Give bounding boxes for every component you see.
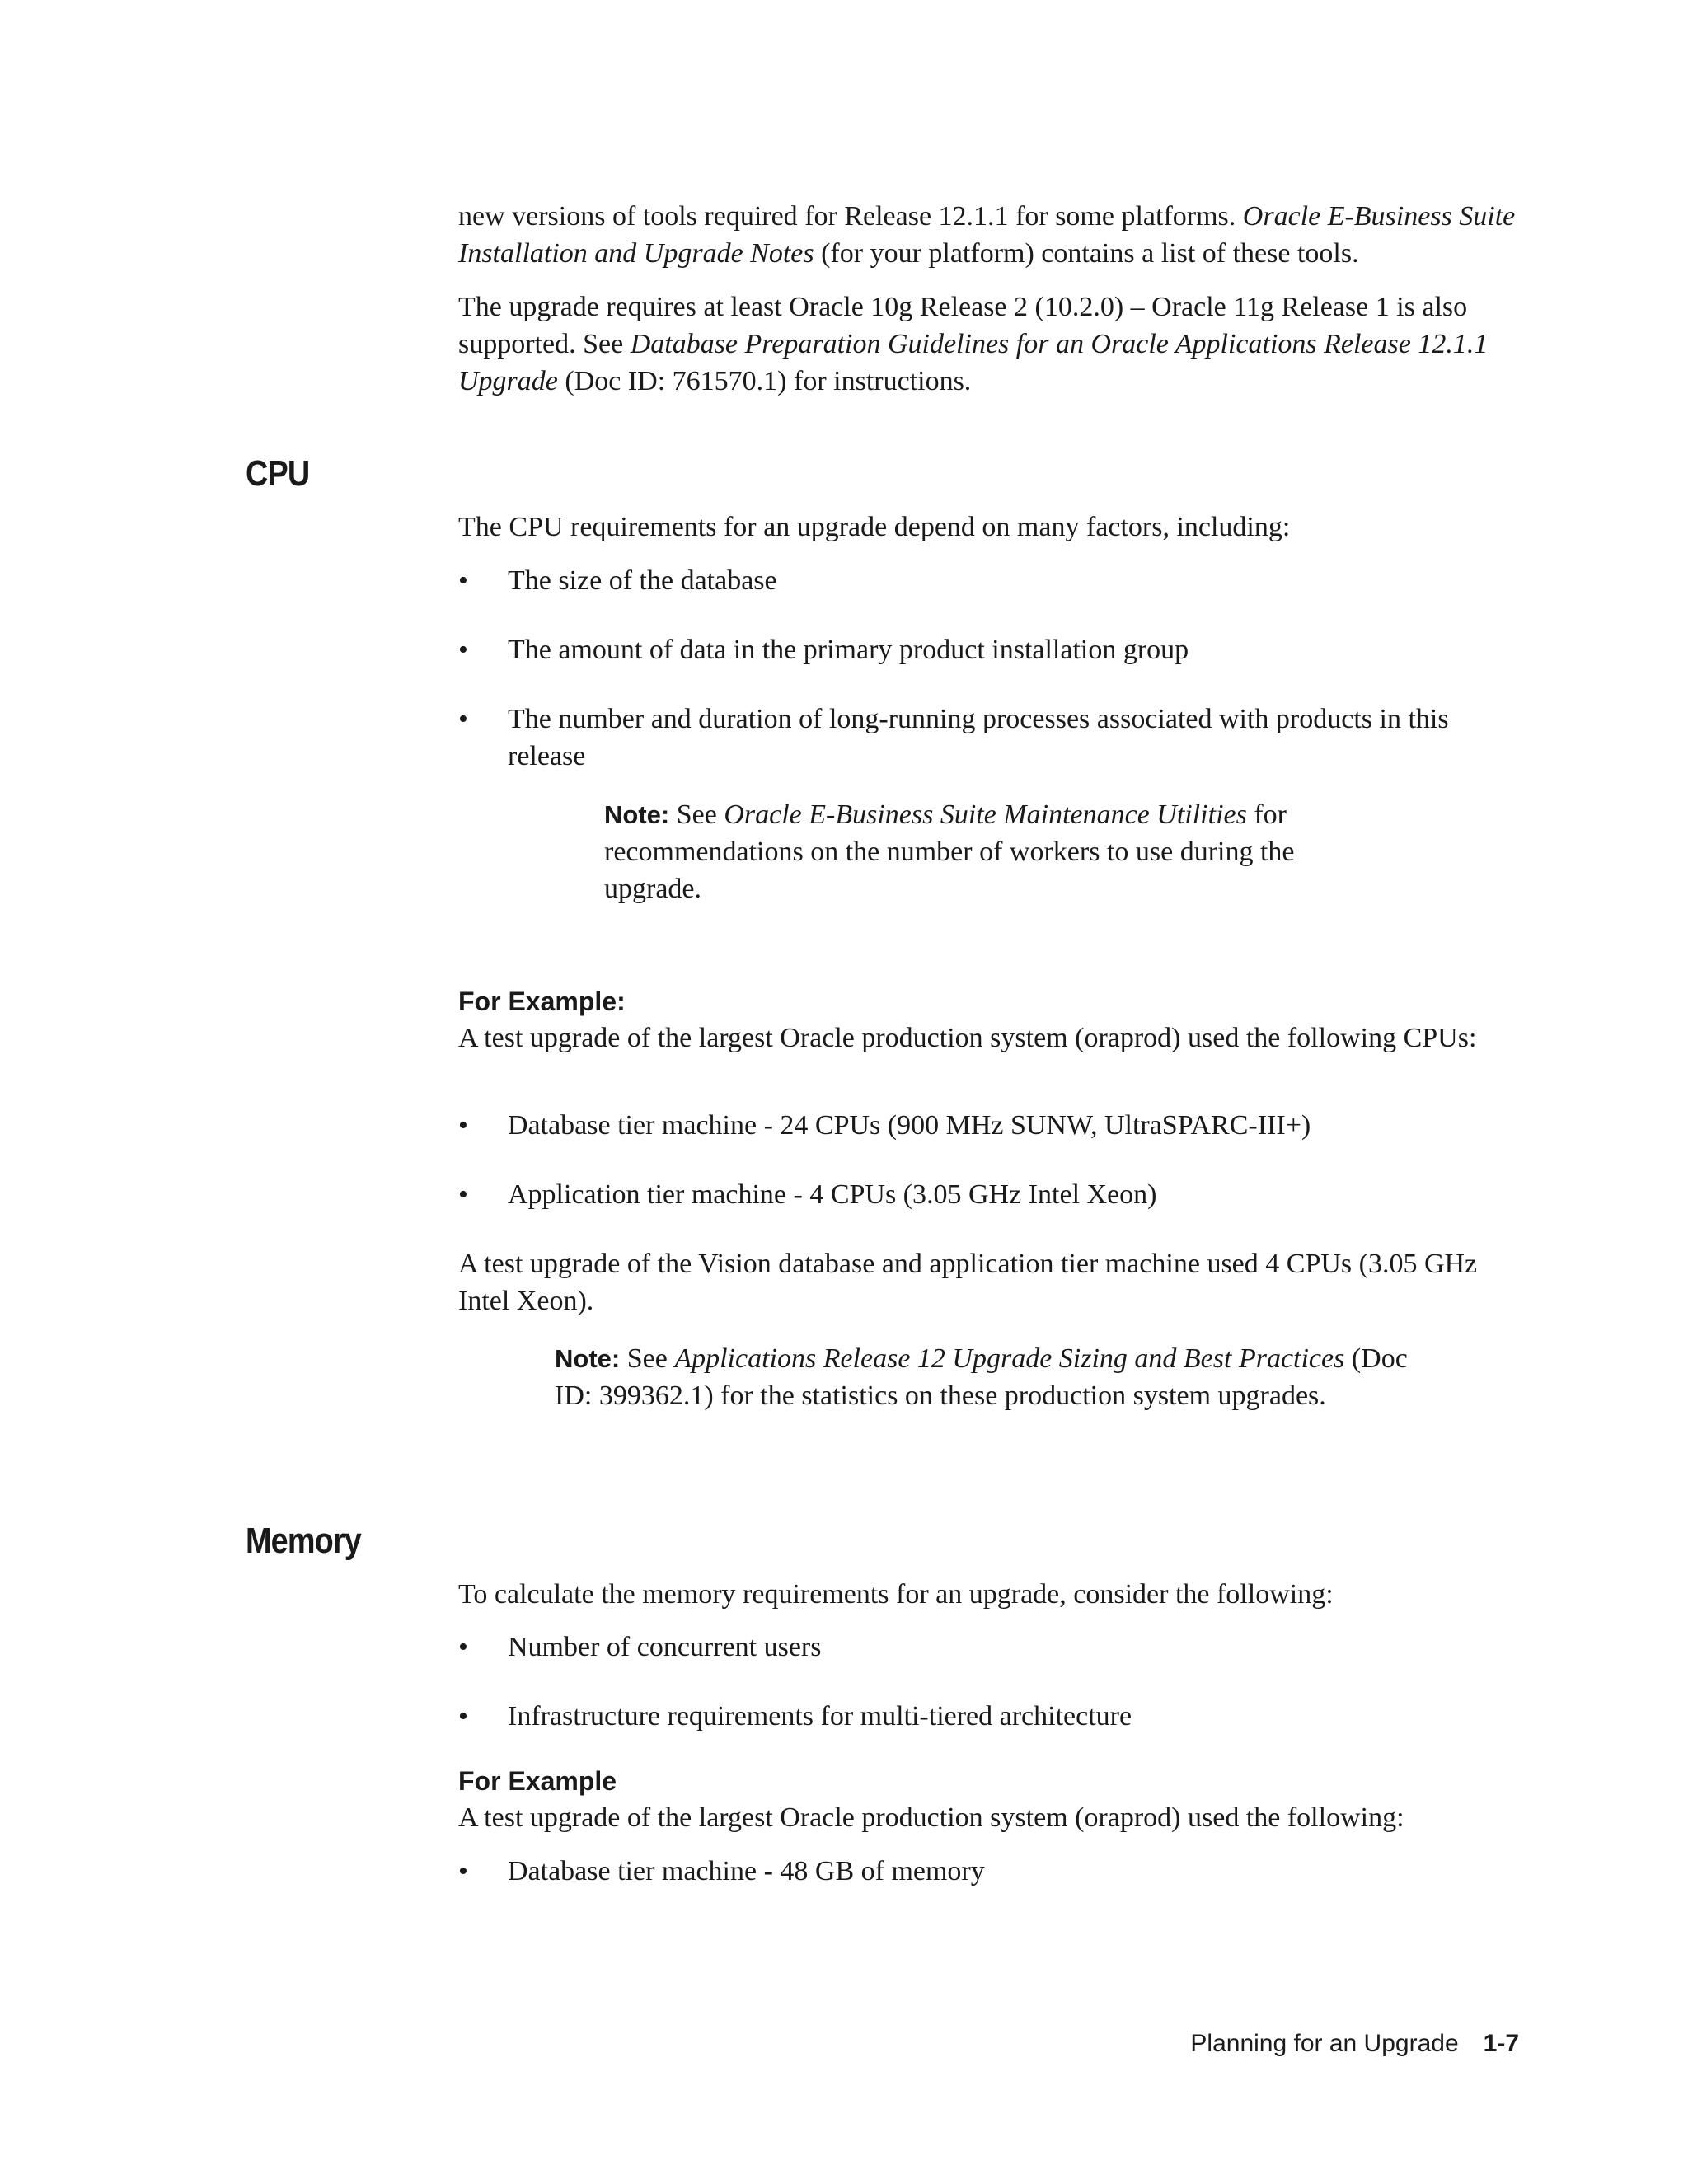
list-item-text: The amount of data in the primary product installation group [508,635,1189,665]
list-item [458,1107,1522,1144]
list-item-text: Number of concurrent users [508,1632,822,1662]
page-footer [1190,2027,1519,2060]
intro-p1-title: Oracle E-Business Suite Installation and Upgrade Notes [458,201,1516,269]
note-workers [604,796,1395,907]
intro-p2-title: Database Preparation Guidelines for an Oracle Applications Release 12.1.1 Upgrade [458,329,1489,396]
bullet-icon: • [458,1110,468,1141]
list-item-text: The number and duration of long-running processes associated with products in this release [508,704,1449,771]
bullet-icon: • [458,704,468,734]
note-sizing [555,1340,1412,1414]
bullet-icon: • [458,1179,468,1210]
note-label: Note: [555,1344,621,1373]
note-label: Note: [604,800,670,829]
list-item [458,1629,1522,1666]
bullet-icon: • [458,1701,468,1732]
page-number: 1-7 [1483,2030,1519,2057]
list-item [458,701,1522,775]
note-text: See [669,799,724,830]
intro-p2-text-end: (Doc ID: 761570.1) for instructions. [557,366,972,396]
intro-p2-text: The upgrade requires at least Oracle 10g Release 2 (10.2.0) – Oracle 11g Release 1 is also supported. See [458,292,1468,359]
cpu-example-text: A test upgrade of the largest Oracle production system (oraprod) used the following CPUs: [458,1023,1477,1053]
list-item [458,1176,1522,1213]
list-item-text: Application tier machine - 4 CPUs (3.05 GHz Intel Xeon) [508,1179,1157,1210]
section-heading-cpu: CPU [246,453,310,494]
note-title: Applications Release 12 Upgrade Sizing and Best Practices [674,1343,1345,1374]
intro-paragraph-2 [458,288,1522,400]
cpu-example-heading: For Example: [458,987,626,1016]
note-text: See [620,1343,675,1374]
intro-paragraph-1 [458,198,1522,272]
memory-example-text: A test upgrade of the largest Oracle production system (oraprod) used the following: [458,1802,1404,1833]
intro-p1-text-end: (for your platform) contains a list of these tools. [814,238,1359,269]
bullet-icon: • [458,1856,468,1886]
list-item-text: Infrastructure requirements for multi-tiered architecture [508,1701,1132,1732]
list-item-text: Database tier machine - 48 GB of memory [508,1856,985,1886]
section-heading-memory: Memory [246,1521,361,1561]
list-item-text: The size of the database [508,565,777,596]
memory-intro: To calculate the memory requirements for an upgrade, consider the following: [458,1579,1334,1610]
list-item-text: Database tier machine - 24 CPUs (900 MHz SUNW, UltraSPARC-III+) [508,1110,1311,1141]
list-item [458,631,1522,668]
note-title: Oracle E-Business Suite Maintenance Utilities [724,799,1247,830]
memory-example-heading: For Example [458,1766,617,1796]
note-text-end: for recommendations on the number of workers to use during the upgrade. [604,799,1295,904]
cpu-intro: The CPU requirements for an upgrade depend on many factors, including: [458,512,1291,542]
bullet-icon: • [458,635,468,665]
list-item [458,1698,1522,1735]
bullet-icon: • [458,565,468,596]
note-text-end: (Doc ID: 399362.1) for the statistics on these production system upgrades. [555,1343,1408,1411]
intro-p1-text: new versions of tools required for Release 12.1.1 for some platforms. [458,201,1243,232]
list-item [458,562,1522,599]
cpu-vision-text: A test upgrade of the Vision database and application tier machine used 4 CPUs (3.05 GHz Intel Xeon). [458,1249,1478,1316]
footer-chapter-title: Planning for an Upgrade [1190,2030,1459,2057]
list-item [458,1853,1522,1890]
bullet-icon: • [458,1632,468,1662]
